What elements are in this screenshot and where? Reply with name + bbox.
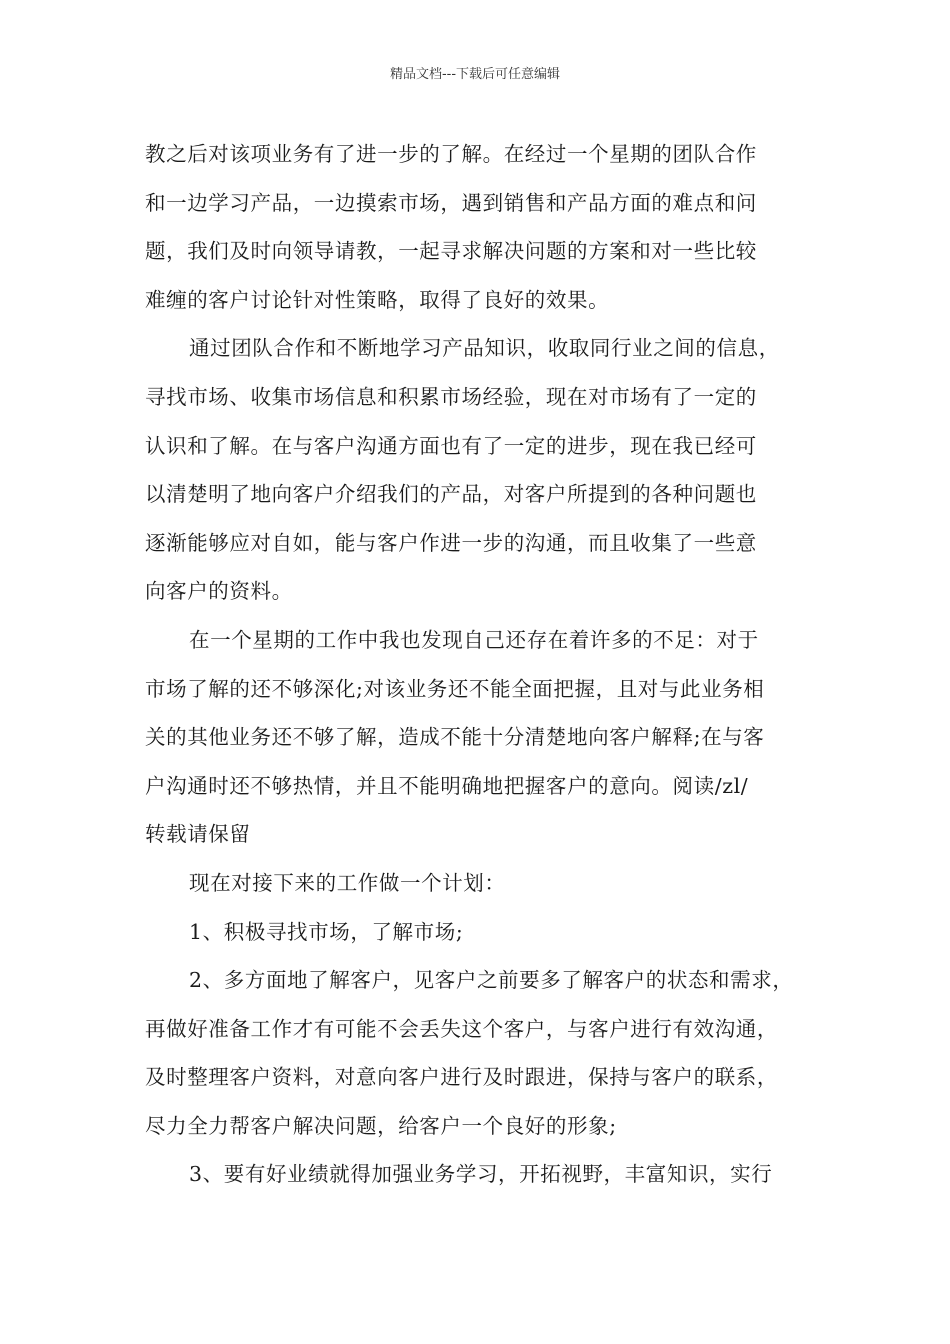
text-line: 在一个星期的工作中我也发现自己还存在着许多的不足：对于 (189, 627, 759, 652)
text-line: 教之后对该项业务有了进一步的了解。在经过一个星期的团队合作 (145, 142, 757, 166)
text-line: 题，我们及时向领导请教，一起寻求解决问题的方案和对一些比较 (145, 239, 757, 264)
text-line: 逐渐能够应对自如，能与客户作进一步的沟通，而且收集了一些意 (145, 530, 757, 555)
text-line: 2、多方面地了解客户，见客户之前要多了解客户的状态和需求， (189, 968, 794, 993)
text-line: 认识和了解。在与客户沟通方面也有了一定的进步，现在我已经可 (145, 433, 757, 458)
text-line: 尽力全力帮客户解决问题，给客户一个良好的形象; (145, 1113, 617, 1138)
text-line: 转载请保留 (145, 822, 251, 847)
text-line: 向客户的资料。 (145, 579, 293, 604)
text-line: 和一边学习产品，一边摸索市场，遇到销售和产品方面的难点和问 (145, 190, 757, 215)
text-line: 关的其他业务还不够了解，造成不能十分清楚地向客户解释;在与客 (145, 725, 765, 750)
text-line: 再做好准备工作才有可能不会丢失这个客户，与客户进行有效沟通， (145, 1016, 778, 1041)
text-line: 1、积极寻找市场，了解市场; (189, 919, 464, 944)
text-line: 现在对接下来的工作做一个计划： (189, 870, 506, 895)
text-line: 以清楚明了地向客户介绍我们的产品，对客户所提到的各种问题也 (145, 482, 757, 507)
text-line: 寻找市场、收集市场信息和积累市场经验，现在对市场有了一定的 (145, 384, 757, 409)
text-line: 通过团队合作和不断地学习产品知识，收取同行业之间的信息， (189, 336, 780, 361)
text-line: 难缠的客户讨论针对性策略，取得了良好的效果。 (145, 287, 610, 312)
text-line: 户沟通时还不够热情，并且不能明确地把握客户的意向。阅读/zl/ (145, 773, 749, 798)
text-line: 3、要有好业绩就得加强业务学习，开拓视野，丰富知识，实行 (189, 1162, 773, 1187)
text-line: 市场了解的还不够深化;对该业务还不能全面把握，且对与此业务相 (145, 676, 765, 701)
text-line: 及时整理客户资料，对意向客户进行及时跟进，保持与客户的联系， (145, 1065, 778, 1090)
document-body (145, 130, 815, 1199)
page-header: 精品文档---下载后可任意编辑 (389, 67, 561, 82)
